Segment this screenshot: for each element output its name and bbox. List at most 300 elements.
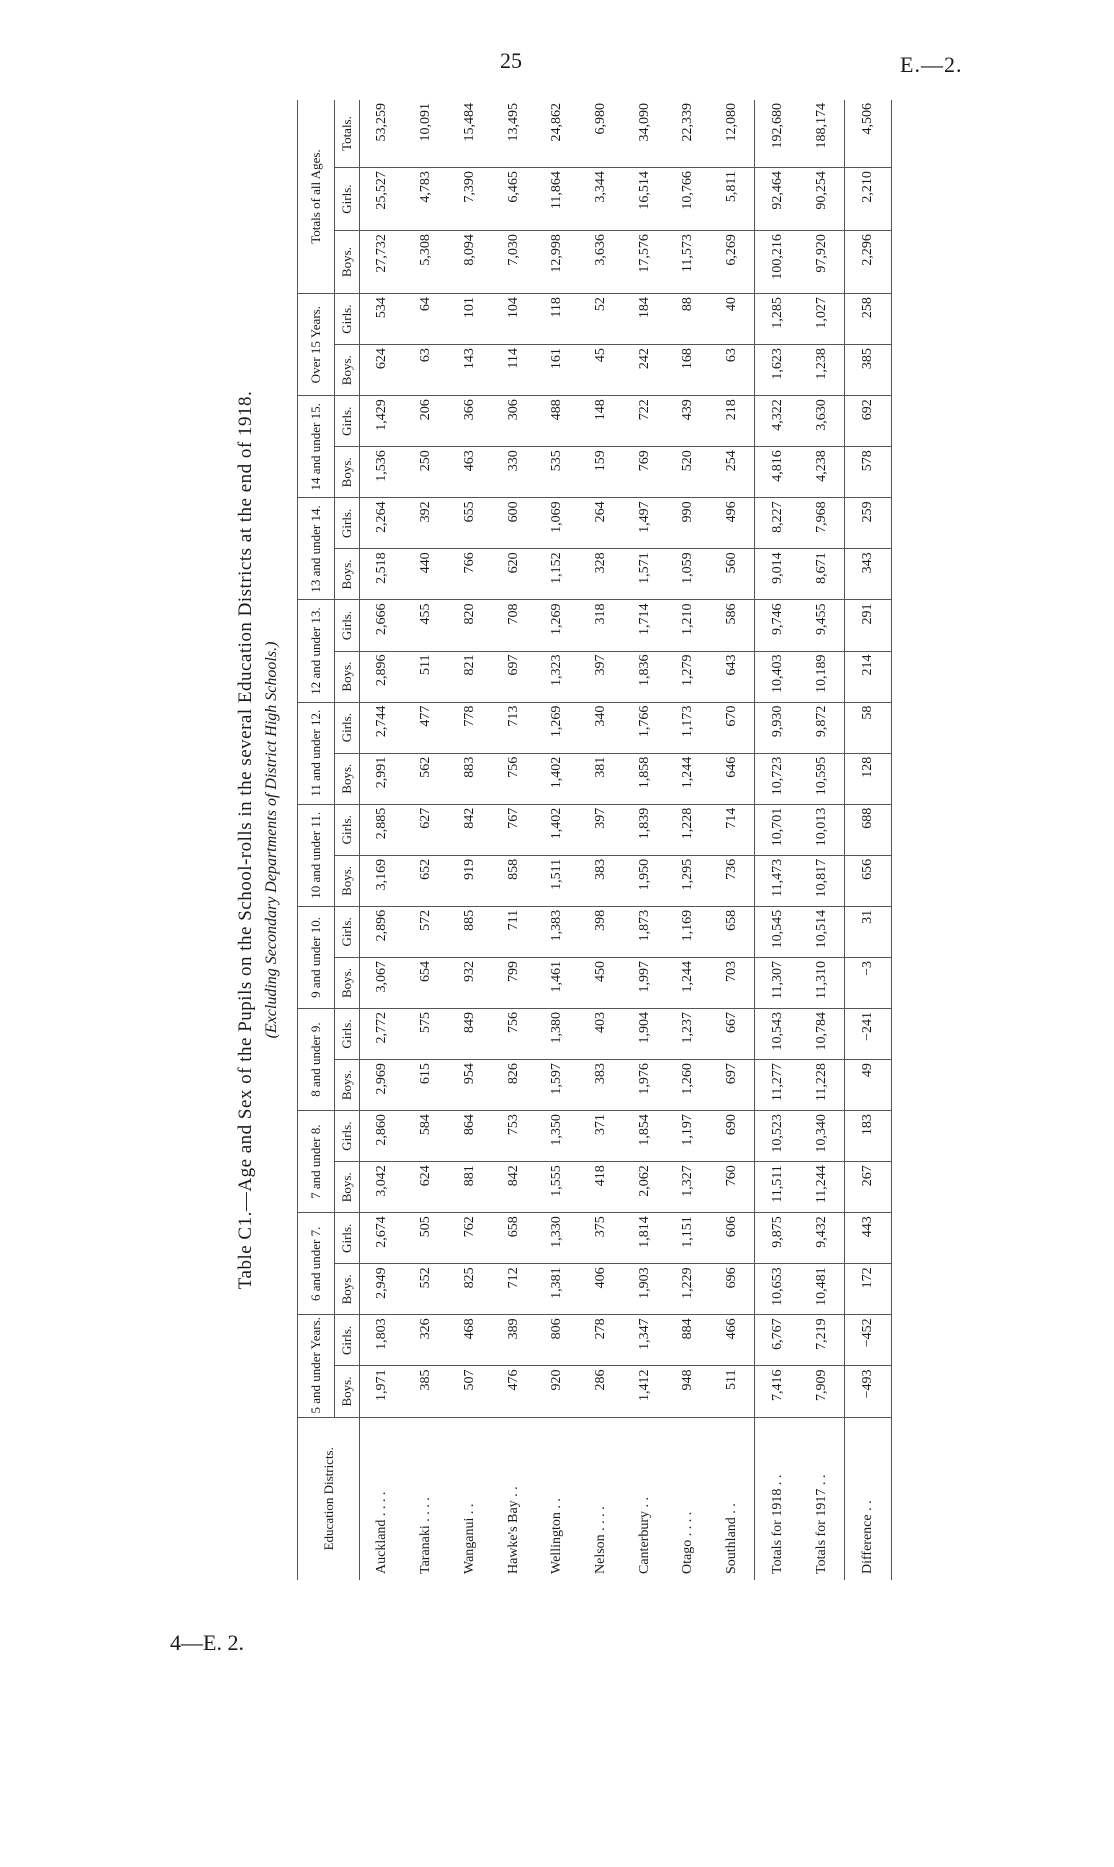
table-cell: 15,484 — [461, 103, 477, 142]
table-cell: 6,269 — [710, 231, 755, 294]
table-cell: 10,595 — [800, 753, 845, 804]
district-name: Difference . . — [845, 1417, 892, 1580]
table-cell: 722 — [623, 396, 667, 447]
table-cell: 507 — [448, 1366, 492, 1417]
table-cell: 2,991 — [360, 753, 405, 804]
boys-subheader: Boys. — [335, 231, 360, 294]
table-cell: 1,766 — [623, 702, 667, 753]
table-cell: 1,803 — [360, 1315, 405, 1366]
age-group-header: Over 15 Years. — [298, 294, 335, 396]
table-cell: 128 — [845, 753, 892, 804]
table-cell: 439 — [666, 396, 710, 447]
table-cell: 2,969 — [360, 1060, 405, 1111]
table-cell: 3,042 — [360, 1162, 405, 1213]
table-cell: 1,210 — [666, 600, 710, 651]
age-group-header: 12 and under 13. — [298, 600, 335, 702]
girls-subheader: Girls. — [335, 396, 360, 447]
totals-subheader: Totals. — [335, 100, 360, 168]
table-cell: 9,455 — [800, 600, 845, 651]
table-cell: 712 — [492, 1264, 536, 1315]
table-cell: 1,238 — [800, 345, 845, 396]
table-cell: 22,339 — [680, 103, 696, 142]
table-cell: 826 — [492, 1060, 536, 1111]
table-cell: 250 — [405, 447, 449, 498]
table-cell: 825 — [448, 1264, 492, 1315]
table-cell: 806 — [535, 1315, 579, 1366]
table-cell: 466 — [710, 1315, 755, 1366]
table-cell: 440 — [405, 549, 449, 600]
table-cell: 1,350 — [535, 1111, 579, 1162]
table-cell: 397 — [579, 804, 623, 855]
table-cell: 658 — [492, 1213, 536, 1264]
table-cell: 259 — [845, 498, 892, 549]
table-cell: −3 — [845, 957, 892, 1008]
district-name: Southland . . — [710, 1417, 755, 1580]
table-cell: 1,854 — [623, 1111, 667, 1162]
table-cell: 330 — [492, 447, 536, 498]
table-cell: 2,949 — [360, 1264, 405, 1315]
table-cell: 1,976 — [623, 1060, 667, 1111]
table-row — [492, 100, 536, 1580]
table-cell: 88 — [666, 294, 710, 345]
table-cell: 172 — [845, 1264, 892, 1315]
table-cell: 11,511 — [755, 1162, 800, 1213]
table-cell: 560 — [710, 549, 755, 600]
table-cell: 6,980 — [592, 103, 608, 135]
table-cell: 578 — [845, 447, 892, 498]
table-cell: 159 — [579, 447, 623, 498]
table-cell: 767 — [492, 804, 536, 855]
table-cell: 7,030 — [492, 231, 536, 294]
age-sex-table — [297, 100, 892, 1580]
table-title: Table C1.—Age and Sex of the Pupils on the School-rolls in the several Education Districts at the end of 1918. — [235, 390, 256, 1290]
table-cell: 2,674 — [360, 1213, 405, 1264]
table-cell: 10,545 — [755, 906, 800, 957]
table-cell: 104 — [492, 294, 536, 345]
table-row — [845, 100, 892, 1580]
girls-subheader: Girls. — [335, 1213, 360, 1264]
table-cell: 1,237 — [666, 1009, 710, 1060]
header-row-sex — [335, 100, 360, 1580]
table-cell: 11,244 — [800, 1162, 845, 1213]
table-cell: 1,714 — [623, 600, 667, 651]
table-cell: 1,555 — [535, 1162, 579, 1213]
girls-subheader: Girls. — [335, 804, 360, 855]
table-cell: 52 — [579, 294, 623, 345]
girls-subheader: Girls. — [335, 1315, 360, 1366]
table-cell: 919 — [448, 855, 492, 906]
table-cell: 192,680 — [755, 100, 800, 168]
table-cell: 8,671 — [800, 549, 845, 600]
age-group-header: 10 and under 11. — [298, 804, 335, 906]
table-cell: 1,903 — [623, 1264, 667, 1315]
table-cell: 10,514 — [800, 906, 845, 957]
district-name: Totals for 1918 . . — [755, 1417, 800, 1580]
table-cell: 1,402 — [535, 804, 579, 855]
table-cell: 389 — [492, 1315, 536, 1366]
table-cell: 6,465 — [492, 168, 536, 231]
table-cell: 1,381 — [535, 1264, 579, 1315]
table-cell: 1,295 — [666, 855, 710, 906]
table-cell: 606 — [710, 1213, 755, 1264]
table-cell: 7,219 — [800, 1315, 845, 1366]
table-cell: 443 — [845, 1213, 892, 1264]
girls-subheader: Girls. — [335, 1009, 360, 1060]
table-cell: 45 — [579, 345, 623, 396]
table-cell: 214 — [845, 651, 892, 702]
table-row — [448, 100, 492, 1580]
table-cell: 10,723 — [755, 753, 800, 804]
table-cell: 318 — [579, 600, 623, 651]
table-cell: 455 — [405, 600, 449, 651]
table-cell: −452 — [845, 1315, 892, 1366]
district-name: Canterbury . . — [623, 1417, 667, 1580]
table-cell: 586 — [710, 600, 755, 651]
girls-subheader: Girls. — [335, 168, 360, 231]
table-cell: 90,254 — [800, 168, 845, 231]
table-cell: 736 — [710, 855, 755, 906]
table-cell: 9,930 — [755, 702, 800, 753]
table-cell: 468 — [448, 1315, 492, 1366]
table-cell: 9,014 — [755, 549, 800, 600]
table-row — [623, 100, 667, 1580]
table-cell: 11,307 — [755, 957, 800, 1008]
table-cell: 932 — [448, 957, 492, 1008]
table-cell: 11,864 — [535, 168, 579, 231]
table-cell: 64 — [405, 294, 449, 345]
age-group-header: 9 and under 10. — [298, 906, 335, 1008]
table-cell: 520 — [666, 447, 710, 498]
table-cell: 4,322 — [755, 396, 800, 447]
table-cell: 12,998 — [535, 231, 579, 294]
table-cell: 769 — [623, 447, 667, 498]
age-group-header: Totals of all Ages. — [298, 100, 335, 294]
table-cell: 8,227 — [755, 498, 800, 549]
table-cell: 756 — [492, 1009, 536, 1060]
table-cell: 392 — [405, 498, 449, 549]
table-cell: 11,573 — [666, 231, 710, 294]
table-cell: 16,514 — [623, 168, 667, 231]
table-cell: 375 — [579, 1213, 623, 1264]
table-cell: 7,909 — [800, 1366, 845, 1417]
table-cell: 13,495 — [505, 103, 521, 142]
table-cell: 406 — [579, 1264, 623, 1315]
table-cell: 864 — [448, 1111, 492, 1162]
table-cell: 10,766 — [666, 168, 710, 231]
table-cell: 1,347 — [623, 1315, 667, 1366]
table-cell: 1,383 — [535, 906, 579, 957]
table-row — [710, 100, 755, 1580]
table-cell: 101 — [448, 294, 492, 345]
girls-subheader: Girls. — [335, 498, 360, 549]
table-cell: 488 — [535, 396, 579, 447]
boys-subheader: Boys. — [335, 549, 360, 600]
table-cell: 1,904 — [623, 1009, 667, 1060]
table-cell: 326 — [405, 1315, 449, 1366]
table-cell: 627 — [405, 804, 449, 855]
table-cell: 264 — [579, 498, 623, 549]
table-cell: 572 — [405, 906, 449, 957]
table-cell: 842 — [448, 804, 492, 855]
table-cell: 10,189 — [800, 651, 845, 702]
table-cell: 1,152 — [535, 549, 579, 600]
table-cell: 5,811 — [710, 168, 755, 231]
table-cell: 652 — [405, 855, 449, 906]
table-cell: 1,497 — [623, 498, 667, 549]
table-cell: 1,229 — [666, 1264, 710, 1315]
table-cell: 5,308 — [405, 231, 449, 294]
table-cell: 254 — [710, 447, 755, 498]
age-group-header: 14 and under 15. — [298, 396, 335, 498]
table-cell: 63 — [710, 345, 755, 396]
boys-subheader: Boys. — [335, 957, 360, 1008]
table-cell: 184 — [623, 294, 667, 345]
table-cell: 9,872 — [800, 702, 845, 753]
table-cell: 398 — [579, 906, 623, 957]
table-cell: 476 — [492, 1366, 536, 1417]
age-group-header: 8 and under 9. — [298, 1009, 335, 1111]
table-cell: 1,873 — [623, 906, 667, 957]
table-cell: 31 — [845, 906, 892, 957]
table-cell: 1,836 — [623, 651, 667, 702]
table-cell: 1,260 — [666, 1060, 710, 1111]
table-cell: 7,390 — [448, 168, 492, 231]
table-cell: 1,330 — [535, 1213, 579, 1264]
table-cell: 1,536 — [360, 447, 405, 498]
table-cell: 328 — [579, 549, 623, 600]
table-cell: 615 — [405, 1060, 449, 1111]
table-cell: 3,630 — [800, 396, 845, 447]
table-cell: 692 — [845, 396, 892, 447]
table-cell: 1,461 — [535, 957, 579, 1008]
table-cell: 1,151 — [666, 1213, 710, 1264]
table-cell: 11,473 — [755, 855, 800, 906]
table-cell: 511 — [710, 1366, 755, 1417]
table-cell: 1,027 — [800, 294, 845, 345]
table-cell: 584 — [405, 1111, 449, 1162]
table-cell: 418 — [579, 1162, 623, 1213]
boys-subheader: Boys. — [335, 1162, 360, 1213]
table-cell: 3,636 — [579, 231, 623, 294]
table-cell: 242 — [623, 345, 667, 396]
table-cell: 842 — [492, 1162, 536, 1213]
district-name: Auckland . . . . — [360, 1417, 405, 1580]
table-cell: 713 — [492, 702, 536, 753]
table-cell: 643 — [710, 651, 755, 702]
age-group-header: 7 and under 8. — [298, 1111, 335, 1213]
table-cell: 766 — [448, 549, 492, 600]
table-cell: 1,511 — [535, 855, 579, 906]
table-cell: 34,090 — [636, 103, 652, 142]
table-cell: 291 — [845, 600, 892, 651]
table-cell: 92,464 — [755, 168, 800, 231]
table-cell: 450 — [579, 957, 623, 1008]
district-name: Nelson . . . . — [579, 1417, 623, 1580]
table-cell: 1,429 — [360, 396, 405, 447]
table-cell: 884 — [666, 1315, 710, 1366]
table-cell: 6,767 — [755, 1315, 800, 1366]
table-cell: 1,169 — [666, 906, 710, 957]
table-cell: 1,412 — [623, 1366, 667, 1417]
table-cell: 1,814 — [623, 1213, 667, 1264]
rotated-table-block — [235, 100, 915, 1580]
table-cell: 2,296 — [845, 231, 892, 294]
table-cell: 696 — [710, 1264, 755, 1315]
table-row — [535, 100, 579, 1580]
table-cell: 397 — [579, 651, 623, 702]
boys-subheader: Boys. — [335, 855, 360, 906]
district-name: Wellington . . — [535, 1417, 579, 1580]
boys-subheader: Boys. — [335, 447, 360, 498]
table-cell: 10,543 — [755, 1009, 800, 1060]
table-cell: 881 — [448, 1162, 492, 1213]
table-cell: 1,059 — [666, 549, 710, 600]
table-cell: 562 — [405, 753, 449, 804]
table-cell: 799 — [492, 957, 536, 1008]
district-name: Hawke's Bay . . — [492, 1417, 536, 1580]
boys-subheader: Boys. — [335, 651, 360, 702]
table-cell: 990 — [666, 498, 710, 549]
table-cell: 2,885 — [360, 804, 405, 855]
table-cell: 1,571 — [623, 549, 667, 600]
table-cell: 624 — [405, 1162, 449, 1213]
table-cell: 753 — [492, 1111, 536, 1162]
table-cell: −241 — [845, 1009, 892, 1060]
table-cell: 948 — [666, 1366, 710, 1417]
table-cell: 655 — [448, 498, 492, 549]
table-cell: 2,062 — [623, 1162, 667, 1213]
table-cell: 1,269 — [535, 600, 579, 651]
table-cell: 148 — [579, 396, 623, 447]
table-cell: 714 — [710, 804, 755, 855]
table-cell: 624 — [360, 345, 405, 396]
table-cell: 206 — [405, 396, 449, 447]
table-cell: 1,597 — [535, 1060, 579, 1111]
table-cell: 183 — [845, 1111, 892, 1162]
table-row — [579, 100, 623, 1580]
table-cell: 2,744 — [360, 702, 405, 753]
table-cell: 49 — [845, 1060, 892, 1111]
table-row — [800, 100, 845, 1580]
table-cell: 1,069 — [535, 498, 579, 549]
table-cell: 371 — [579, 1111, 623, 1162]
table-cell: 278 — [579, 1315, 623, 1366]
table-cell: 3,067 — [360, 957, 405, 1008]
table-cell: 2,860 — [360, 1111, 405, 1162]
table-cell: 4,238 — [800, 447, 845, 498]
table-cell: 118 — [535, 294, 579, 345]
age-group-header: 5 and under Years. — [298, 1315, 335, 1417]
table-cell: 168 — [666, 345, 710, 396]
table-cell: 4,783 — [405, 168, 449, 231]
boys-subheader: Boys. — [335, 1264, 360, 1315]
table-cell: 383 — [579, 1060, 623, 1111]
table-cell: 340 — [579, 702, 623, 753]
table-cell: 697 — [492, 651, 536, 702]
table-cell: 1,327 — [666, 1162, 710, 1213]
table-cell: 366 — [448, 396, 492, 447]
table-cell: 9,875 — [755, 1213, 800, 1264]
table-cell: 286 — [579, 1366, 623, 1417]
table-cell: 690 — [710, 1111, 755, 1162]
table-cell: 97,920 — [800, 231, 845, 294]
table-cell: 306 — [492, 396, 536, 447]
table-cell: 1,858 — [623, 753, 667, 804]
table-cell: 27,732 — [360, 231, 405, 294]
table-cell: 11,277 — [755, 1060, 800, 1111]
table-cell: 381 — [579, 753, 623, 804]
girls-subheader: Girls. — [335, 702, 360, 753]
table-cell: −493 — [845, 1366, 892, 1417]
table-cell: 1,228 — [666, 804, 710, 855]
table-cell: 670 — [710, 702, 755, 753]
table-cell: 10,523 — [755, 1111, 800, 1162]
table-cell: 100,216 — [755, 231, 800, 294]
district-name: Otago . . . . — [666, 1417, 710, 1580]
age-group-header: 13 and under 14. — [298, 498, 335, 600]
table-cell: 58 — [845, 702, 892, 753]
table-cell: 10,817 — [800, 855, 845, 906]
table-cell: 885 — [448, 906, 492, 957]
table-cell: 858 — [492, 855, 536, 906]
table-cell: 954 — [448, 1060, 492, 1111]
table-cell: 40 — [710, 294, 755, 345]
table-row — [666, 100, 710, 1580]
table-cell: 218 — [710, 396, 755, 447]
table-cell: 821 — [448, 651, 492, 702]
table-cell: 658 — [710, 906, 755, 957]
table-cell: 778 — [448, 702, 492, 753]
table-cell: 552 — [405, 1264, 449, 1315]
table-cell: 762 — [448, 1213, 492, 1264]
table-cell: 2,666 — [360, 600, 405, 651]
table-cell: 161 — [535, 345, 579, 396]
table-cell: 1,323 — [535, 651, 579, 702]
table-cell: 343 — [845, 549, 892, 600]
table-cell: 8,094 — [448, 231, 492, 294]
table-cell: 646 — [710, 753, 755, 804]
table-cell: 10,403 — [755, 651, 800, 702]
table-cell: 11,310 — [800, 957, 845, 1008]
document-code: E.—2. — [900, 52, 963, 77]
table-cell: 1,269 — [535, 702, 579, 753]
table-cell: 53,259 — [374, 103, 390, 142]
table-cell: 600 — [492, 498, 536, 549]
girls-subheader: Girls. — [335, 1111, 360, 1162]
table-cell: 511 — [405, 651, 449, 702]
table-cell: 11,228 — [800, 1060, 845, 1111]
table-cell: 10,091 — [418, 103, 434, 142]
district-column-header: Education Districts. — [298, 1417, 360, 1580]
table-cell: 688 — [845, 804, 892, 855]
table-cell: 1,623 — [755, 345, 800, 396]
table-cell: 17,576 — [623, 231, 667, 294]
table-cell: 10,653 — [755, 1264, 800, 1315]
boys-subheader: Boys. — [335, 345, 360, 396]
table-cell: 505 — [405, 1213, 449, 1264]
girls-subheader: Girls. — [335, 906, 360, 957]
table-cell: 697 — [710, 1060, 755, 1111]
table-cell: 1,244 — [666, 753, 710, 804]
table-cell: 1,997 — [623, 957, 667, 1008]
table-cell: 1,285 — [755, 294, 800, 345]
side-document-code: 4—E. 2. — [170, 1630, 244, 1655]
table-cell: 575 — [405, 1009, 449, 1060]
table-cell: 24,862 — [549, 103, 565, 142]
table-cell: 10,340 — [800, 1111, 845, 1162]
table-cell: 385 — [845, 345, 892, 396]
table-cell: 10,013 — [800, 804, 845, 855]
